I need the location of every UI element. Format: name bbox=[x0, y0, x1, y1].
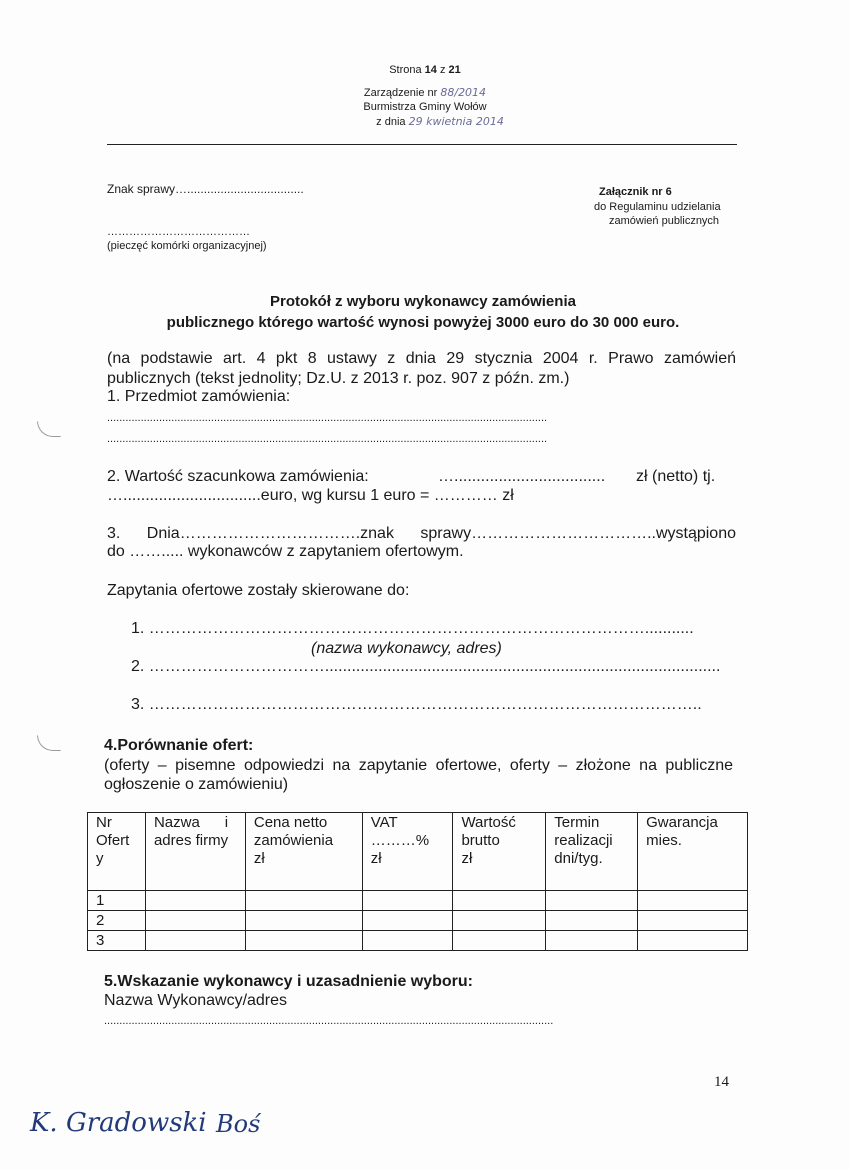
offers-table bbox=[87, 812, 748, 951]
table-cell bbox=[546, 911, 638, 931]
inquiry-3: 3. ………………………………………………………………………………………….. bbox=[131, 696, 702, 713]
punch-mark bbox=[37, 735, 61, 751]
section-1-dots-1: ................................................................................................................................................ bbox=[107, 412, 548, 424]
section-5-heading: 5.Wskazanie wykonawcy i uzasadnienie wyboru: bbox=[104, 973, 474, 990]
page-number: 14 bbox=[714, 1074, 729, 1090]
title-line-2: publicznego którego wartość wynosi powyżej 3000 euro do 30 000 euro. bbox=[166, 314, 680, 331]
handwritten-date: 29 kwietnia 2014 bbox=[408, 115, 504, 128]
section-3-line-2: do ……..... wykonawców z zapytaniem ofertowym. bbox=[107, 543, 464, 560]
annex-title: Załącznik nr 6 bbox=[599, 186, 672, 198]
table-cell: 2 bbox=[88, 911, 146, 931]
case-number-field: Znak sprawy…................................... bbox=[107, 182, 304, 196]
signature-2: Boś bbox=[216, 1110, 261, 1138]
table-cell bbox=[245, 931, 362, 951]
section-2-label: 2. Wartość szacunkowa zamówienia: bbox=[107, 468, 369, 485]
section-5-label: Nazwa Wykonawcy/adres bbox=[104, 992, 288, 1009]
header-offer-number: Nr Ofert y bbox=[88, 813, 146, 891]
header-warranty: Gwarancja mies. bbox=[638, 813, 748, 891]
table-cell bbox=[362, 891, 453, 911]
page-counter: Strona 14 z 21 bbox=[389, 64, 461, 76]
header-gross-value: Wartość brutto zł bbox=[453, 813, 546, 891]
header-divider bbox=[107, 144, 737, 145]
section-1-dots-2: ................................................................................................................................................ bbox=[107, 433, 548, 445]
table-row bbox=[88, 931, 748, 951]
ordinance-line: Zarządzenie nr 88/2014 bbox=[363, 86, 487, 99]
header-vat: VAT ………% zł bbox=[362, 813, 453, 891]
table-cell: 3 bbox=[88, 931, 146, 951]
table-cell bbox=[638, 891, 748, 911]
table-cell bbox=[638, 931, 748, 951]
handwritten-ordinance-number: 88/2014 bbox=[440, 86, 487, 99]
annex-line-1: do Regulaminu udzielania bbox=[594, 201, 721, 213]
inquiries-label: Zapytania ofertowe zostały skierowane do: bbox=[107, 582, 410, 599]
section-4-desc-2: ogłoszenie o zamówieniu) bbox=[104, 776, 289, 793]
section-4-desc-1: (oferty – pisemne odpowiedzi na zapytanie ofertowe, oferty – złożone na publiczne bbox=[104, 757, 733, 774]
section-4-heading: 4.Porównanie ofert: bbox=[104, 737, 254, 754]
header-deadline: Termin realizacji dni/tyg. bbox=[546, 813, 638, 891]
date-line: z dnia 29 kwietnia 2014 bbox=[376, 115, 504, 128]
section-2-value-dots: ….................................. bbox=[438, 468, 606, 485]
table-row bbox=[88, 911, 748, 931]
table-cell bbox=[362, 931, 453, 951]
inquiry-1: 1. …………………………………………………………………………………........... bbox=[131, 620, 694, 637]
table-cell bbox=[245, 911, 362, 931]
inquiry-2: 2. ……………………………......................................................................................... bbox=[131, 658, 721, 675]
table-cell bbox=[145, 911, 245, 931]
signature-1: K. Gradowski bbox=[30, 1108, 207, 1138]
section-2-net: zł (netto) tj. bbox=[636, 468, 716, 485]
section-3-line-1: 3. Dnia…………………………….znak sprawy……………………………..wystąpiono bbox=[107, 525, 736, 542]
table-cell bbox=[453, 931, 546, 951]
inquiry-1-caption: (nazwa wykonawcy, adres) bbox=[311, 640, 502, 657]
table-cell bbox=[145, 931, 245, 951]
annex-line-2: zamówień publicznych bbox=[609, 215, 720, 227]
table-cell: 1 bbox=[88, 891, 146, 911]
header-net-price: Cena netto zamówienia zł bbox=[245, 813, 362, 891]
table-cell bbox=[362, 911, 453, 931]
table-cell bbox=[453, 911, 546, 931]
authority-line: Burmistrza Gminy Wołów bbox=[363, 101, 487, 113]
stamp-label: (pieczęć komórki organizacyjnej) bbox=[107, 240, 267, 252]
section-5-dots: ................................................................................................................................................... bbox=[104, 1015, 554, 1027]
section-1-label: 1. Przedmiot zamówienia: bbox=[107, 388, 291, 405]
section-2-euro: …...............................euro, wg kursu 1 euro = ………… zł bbox=[107, 487, 514, 504]
offers-table-header-row bbox=[88, 813, 748, 891]
table-cell bbox=[546, 891, 638, 911]
table-cell bbox=[145, 891, 245, 911]
table-cell bbox=[245, 891, 362, 911]
table-cell bbox=[546, 931, 638, 951]
table-cell bbox=[453, 891, 546, 911]
stamp-dots: ………………………………… bbox=[107, 226, 250, 238]
table-cell bbox=[638, 911, 748, 931]
header-company: Nazwa i adres firmy bbox=[145, 813, 245, 891]
intro-line-2: publicznych (tekst jednolity; Dz.U. z 2013 r. poz. 907 z późn. zm.) bbox=[107, 370, 570, 387]
punch-mark bbox=[37, 421, 61, 437]
title-line-1: Protokół z wyboru wykonawcy zamówienia bbox=[270, 293, 576, 310]
table-row bbox=[88, 891, 748, 911]
intro-line-1: (na podstawie art. 4 pkt 8 ustawy z dnia 29 stycznia 2004 r. Prawo zamówień bbox=[107, 350, 736, 367]
